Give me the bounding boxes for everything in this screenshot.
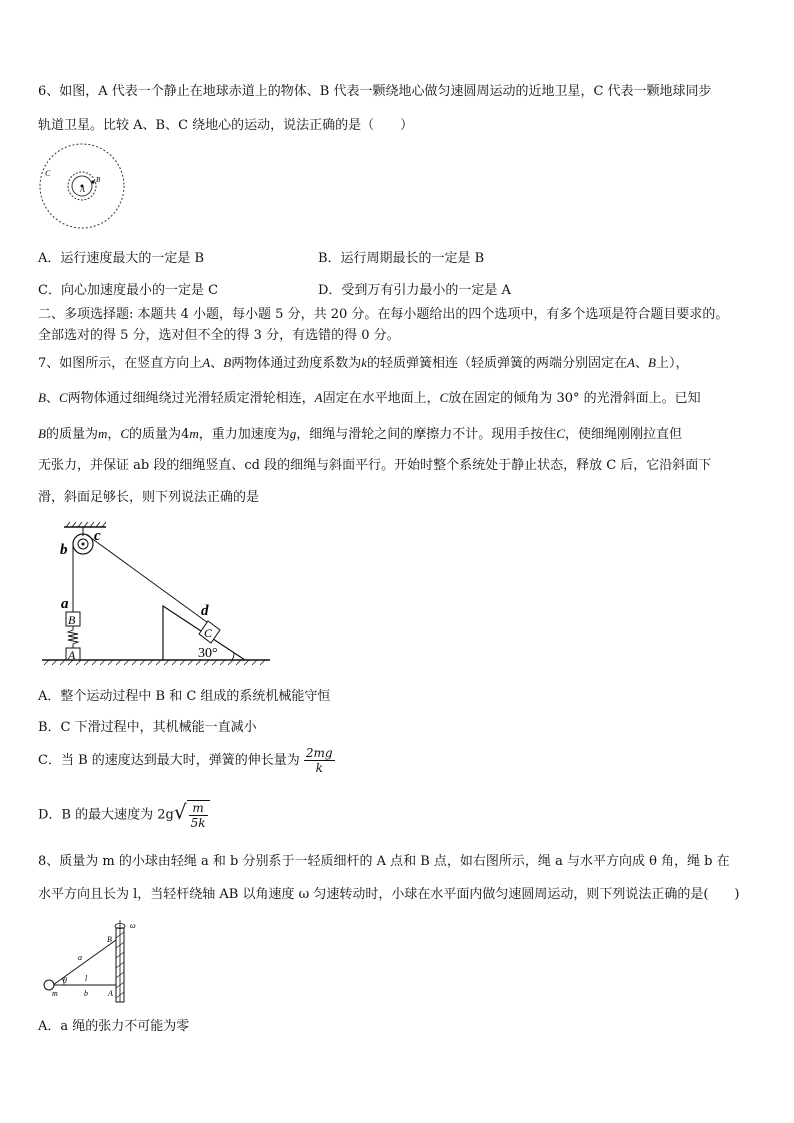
q7-fig-angle-label: 30° <box>198 646 218 661</box>
q6-stem-line2: 轨道卫星。比较 A、B、C 绕地心的运动，说法正确的是（ ） <box>38 118 414 133</box>
q6-option-c: C．向心加速度最小的一定是 C <box>38 283 219 298</box>
q8-fig-label-a-point: A <box>108 989 113 998</box>
q7-fig-label-a-point: a <box>61 596 69 612</box>
q7-stem-line3: B的质量为m，C的质量为4m，重力加速度为g，细绳与滑轮之间的摩擦力不计。现用手按住C，使细绳刚刚拉直但 <box>38 426 682 442</box>
q8-fig-label-rope-a: a <box>78 953 82 962</box>
q8-fig-label-m: m <box>52 989 58 998</box>
q7-option-b: B．C 下滑过程中，其机械能一直减小 <box>38 720 257 735</box>
q6-orbit-figure <box>38 148 128 230</box>
q6-option-d: D．受到万有引力最小的一定是 A <box>318 283 511 298</box>
q7-option-a: A．整个运动过程中 B 和 C 组成的系统机械能守恒 <box>38 689 331 704</box>
q8-stem-line1: 8、质量为 m 的小球由轻绳 a 和 b 分别系于一轻质细杆的 A 点和 B 点，如右图所示，绳 a 与水平方向成 θ 角，绳 b 在 <box>38 854 730 869</box>
q6-fig-label-c: C <box>45 169 51 178</box>
q7-fig-label-b: b <box>60 542 68 558</box>
q8-rotating-rod-figure <box>40 918 150 1004</box>
q6-fig-label-b: B <box>96 176 101 184</box>
section2-line1: 二、多项选择题: 本题共 4 小题，每小题 5 分，共 20 分。在每小题给出的四个选项中，有多个选项是符合题目要求的。 <box>38 307 729 322</box>
q7-stem-line5: 滑，斜面足够长，则下列说法正确的是 <box>38 490 260 505</box>
q7-option-c: C．当 B 的速度达到最大时，弹簧的伸长量为 $\frac{2mg}{k}$ <box>38 746 333 775</box>
q8-fig-label-l: l <box>85 974 88 983</box>
q8-fig-label-omega: ω <box>130 921 136 930</box>
q7-stem-line1: 7、如图所示，在竖直方向上A、B两物体通过劲度系数为k的轻质弹簧相连（轻质弹簧的两端分别固定在A、B上）， <box>38 355 689 371</box>
q6-option-a: A．运行速度最大的一定是 B <box>38 251 205 266</box>
q6-stem-line1: 6、如图，A 代表一个静止在地球赤道上的物体、B 代表一颗绕地心做匀速圆周运动的近地卫星，C 代表一颗地球同步 <box>38 84 712 99</box>
q7-option-d: D．B 的最大速度为 2g√ $\frac{m}{5k}$ <box>38 800 210 830</box>
q8-option-a: A．a 绳的张力不可能为零 <box>38 1019 190 1034</box>
q8-fig-label-b-point: B <box>107 935 112 944</box>
q7-fig-label-c-point: c <box>94 528 101 544</box>
q7-pulley-figure <box>40 520 280 670</box>
q7-stem-line4: 无张力，并保证 ab 段的细绳竖直、cd 段的细绳与斜面平行。开始时整个系统处于静止状态，释放 C 后，它沿斜面下 <box>38 458 712 473</box>
q7-fig-label-block-a: A <box>68 648 76 662</box>
q7-option-c-fraction: $\frac{2mg}{k}$ <box>305 746 333 775</box>
q6-option-b: B．运行周期最长的一定是 B <box>318 251 485 266</box>
q6-fig-label-a: A <box>80 185 85 194</box>
q8-stem-line2: 水平方向且长为 l，当轻杆绕轴 AB 以角速度 ω 匀速转动时，小球在水平面内做匀速圆周运动，则下列说法正确的是( ) <box>38 887 740 902</box>
q7-fig-label-block-c: C <box>204 626 213 640</box>
q8-fig-label-theta: θ <box>63 976 67 985</box>
q7-stem-line2: B、C两物体通过细绳绕过光滑轻质定滑轮相连，A固定在水平地面上，C放在固定的倾角为 30° 的光滑斜面上。已知 <box>38 390 701 406</box>
q7-fig-label-d: d <box>201 603 209 619</box>
q8-fig-label-rope-b: b <box>84 989 88 998</box>
q7-option-d-sqrt: √ $\frac{m}{5k}$ <box>174 800 210 830</box>
section2-line2: 全部选对的得 5 分，选对但不全的得 3 分，有选错的得 0 分。 <box>38 328 400 343</box>
q7-fig-label-block-b: B <box>68 613 76 627</box>
